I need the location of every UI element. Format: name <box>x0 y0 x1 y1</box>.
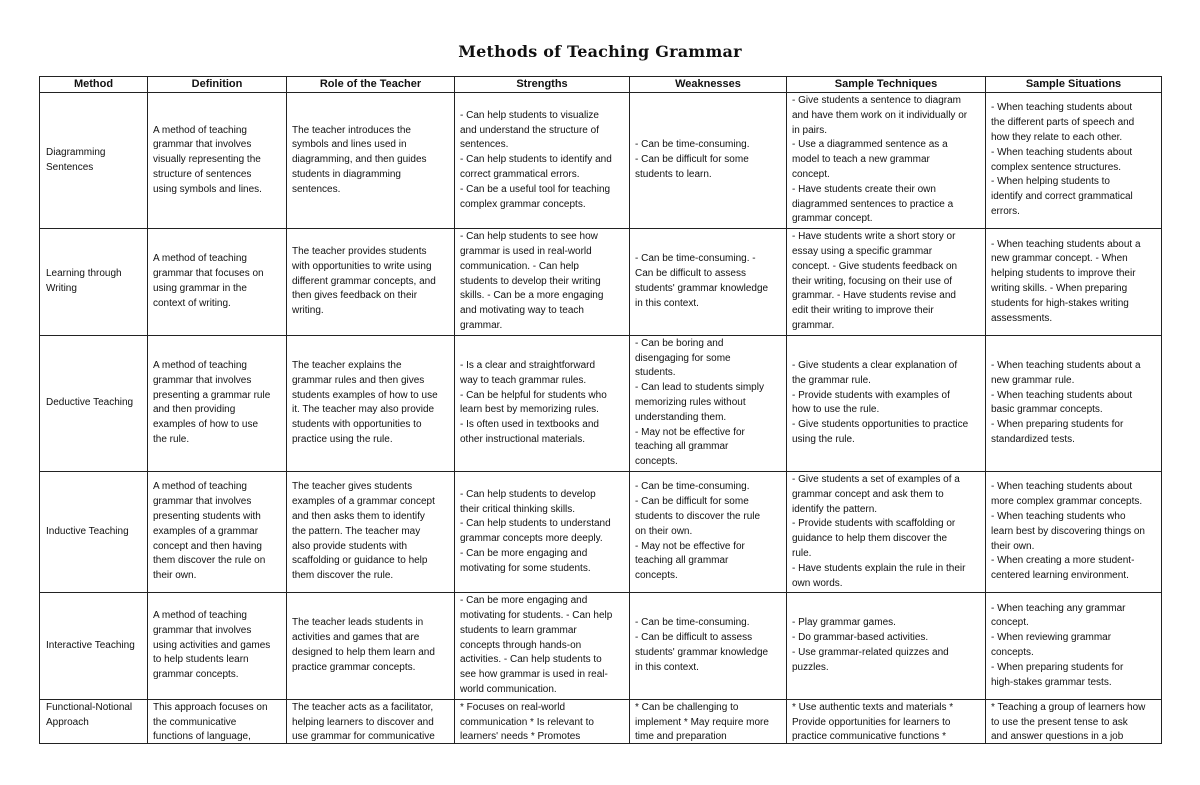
definition-cell: A method of teaching grammar that focuses on using grammar in the context of writing. <box>148 229 287 336</box>
weaknesses-text: * Can be challenging to implement * May require more time and preparation <box>635 701 769 742</box>
strengths-cell: - Is a clear and straightforward way to teach grammar rules. - Can be helpful for students who learn best by memorizing rules. - Is often used in textbooks and other instructional materials. <box>455 335 630 471</box>
role-cell: The teacher gives students examples of a grammar concept and then asks them to identify the pattern. The teacher may also provide students with scaffolding or guidance to help them discover the rule. <box>287 471 455 592</box>
strengths-cell: - Can help students to visualize and understand the structure of sentences. - Can help students to identify and correct grammatical errors. - Can be a useful tool for teaching complex grammar concepts. <box>455 93 630 229</box>
column-header-definition: Definition <box>148 77 287 93</box>
definition-cell <box>148 699 287 743</box>
techniques-cell: - Give students a set of examples of a grammar concept and ask them to identify the pattern. - Provide students with scaffolding or guidance to help them discover the rule. - Have students explain the rule in their own words. <box>787 471 986 592</box>
situations-cell <box>986 699 1162 743</box>
grammar-methods-table <box>39 76 1162 744</box>
strengths-cell: - Can be more engaging and motivating for students. - Can help students to learn grammar concepts through hands-on activities. - Can help students to see how grammar is used in real- world communication. <box>455 593 630 700</box>
techniques-cell <box>787 699 986 743</box>
techniques-text: * Use authentic texts and materials * Provide opportunities for learners to practice communicative functions * <box>792 701 954 742</box>
situations-cell: - When teaching students about a new grammar concept. - When helping students to improve their writing skills. - When preparing students for high-stakes writing assessments. <box>986 229 1162 336</box>
definition-cell: A method of teaching grammar that involves presenting a grammar rule and then providing examples of how to use the rule. <box>148 335 287 471</box>
role-cell: The teacher explains the grammar rules and then gives students examples of how to use it. The teacher may also provide students with opportunities to practice using the rule. <box>287 335 455 471</box>
column-header-situations: Sample Situations <box>986 77 1162 93</box>
column-header-method: Method <box>40 77 148 93</box>
role-cell: The teacher introduces the symbols and lines used in diagramming, and then guides students in diagramming sentences. <box>287 93 455 229</box>
method-cell: Deductive Teaching <box>40 335 148 471</box>
table-row <box>40 93 1162 229</box>
method-cell: Diagramming Sentences <box>40 93 148 229</box>
header-row <box>40 77 1162 93</box>
role-cell: The teacher leads students in activities and games that are designed to help them learn and practice grammar concepts. <box>287 593 455 700</box>
table-row <box>40 593 1162 700</box>
role-cell <box>287 699 455 743</box>
role-cell: The teacher provides students with opportunities to write using different grammar concepts, and then gives feedback on their writing. <box>287 229 455 336</box>
situations-text: * Teaching a group of learners how to use the present tense to ask and answer questions in a job <box>991 701 1146 742</box>
definition-cell: A method of teaching grammar that involves presenting students with examples of a grammar concept and then having them discover the rule on their own. <box>148 471 287 592</box>
strengths-cell: - Can help students to develop their critical thinking skills. - Can help students to understand grammar concepts more deeply. - Can be more engaging and motivating for some students. <box>455 471 630 592</box>
table-row <box>40 471 1162 592</box>
strengths-cell: - Can help students to see how grammar is used in real-world communication. - Can help students to develop their writing skills. - Can be a more engaging and motivating way to teach grammar. <box>455 229 630 336</box>
strengths-text: * Focuses on real-world communication * Is relevant to learners' needs * Promotes <box>460 701 594 742</box>
column-header-strengths: Strengths <box>455 77 630 93</box>
situations-cell: - When teaching students about the different parts of speech and how they relate to each other. - When teaching students about complex sentence structures. - When helping students to identify and correct grammatical errors. <box>986 93 1162 229</box>
techniques-cell: - Give students a sentence to diagram and have them work on it individually or in pairs. - Use a diagrammed sentence as a model to teach a new grammar concept. - Have students create their own diagrammed sentences to practice a grammar concept. <box>787 93 986 229</box>
weaknesses-cell: - Can be boring and disengaging for some students. - Can lead to students simply memorizing rules without understanding them. - May not be effective for teaching all grammar concepts. <box>630 335 787 471</box>
techniques-cell: - Give students a clear explanation of the grammar rule. - Provide students with examples of how to use the rule. - Give students opportunities to practice using the rule. <box>787 335 986 471</box>
weaknesses-cell <box>630 699 787 743</box>
column-header-weaknesses: Weaknesses <box>630 77 787 93</box>
weaknesses-cell: - Can be time-consuming. - Can be difficult for some students to discover the rule on their own. - May not be effective for teaching all grammar concepts. <box>630 471 787 592</box>
definition-cell: A method of teaching grammar that involves visually representing the structure of sentences using symbols and lines. <box>148 93 287 229</box>
method-text: Functional-Notional Approach <box>46 701 133 728</box>
situations-cell: - When teaching any grammar concept. - When reviewing grammar concepts. - When preparing students for high-stakes grammar tests. <box>986 593 1162 700</box>
page-title: Methods of Teaching Grammar <box>458 42 742 61</box>
column-header-techniques: Sample Techniques <box>787 77 986 93</box>
techniques-cell: - Have students write a short story or essay using a specific grammar concept. - Give students feedback on their writing, focusing on their use of grammar. - Have students revise and edit their writing to improve their grammar. <box>787 229 986 336</box>
weaknesses-cell: - Can be time-consuming. - Can be difficult to assess students' grammar knowledge in this context. <box>630 229 787 336</box>
weaknesses-cell: - Can be time-consuming. - Can be difficult to assess students' grammar knowledge in this context. <box>630 593 787 700</box>
definition-text: This approach focuses on the communicative functions of language, <box>153 701 268 742</box>
column-header-role: Role of the Teacher <box>287 77 455 93</box>
definition-cell: A method of teaching grammar that involves using activities and games to help students learn grammar concepts. <box>148 593 287 700</box>
role-text: The teacher acts as a facilitator, helping learners to discover and use grammar for communicative <box>292 701 435 742</box>
strengths-cell <box>455 699 630 743</box>
table-row <box>40 335 1162 471</box>
table-row <box>40 699 1162 743</box>
situations-cell: - When teaching students about more complex grammar concepts. - When teaching students who learn best by discovering things on their own. - When creating a more student- centered learning environment. <box>986 471 1162 592</box>
situations-cell: - When teaching students about a new grammar rule. - When teaching students about basic grammar concepts. - When preparing students for standardized tests. <box>986 335 1162 471</box>
techniques-cell: - Play grammar games. - Do grammar-based activities. - Use grammar-related quizzes and puzzles. <box>787 593 986 700</box>
method-cell: Inductive Teaching <box>40 471 148 592</box>
method-cell: Learning through Writing <box>40 229 148 336</box>
method-cell <box>40 699 148 743</box>
weaknesses-cell: - Can be time-consuming. - Can be difficult for some students to learn. <box>630 93 787 229</box>
method-cell: Interactive Teaching <box>40 593 148 700</box>
table-row <box>40 229 1162 336</box>
